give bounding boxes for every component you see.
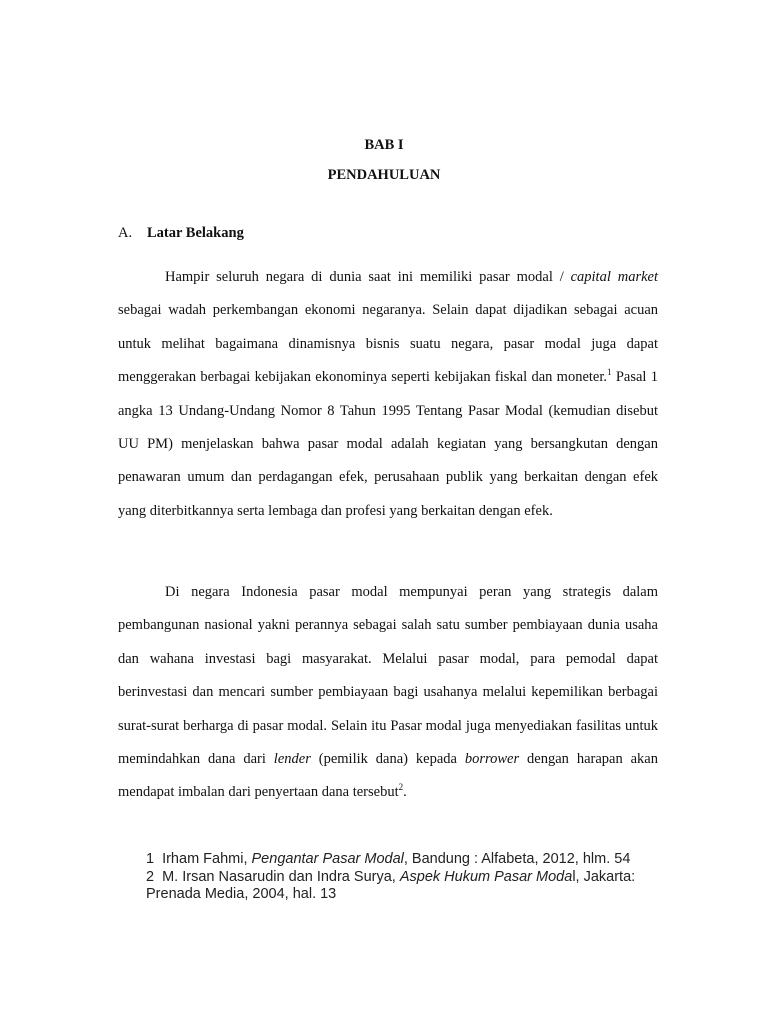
footnote-number: 1 — [146, 851, 155, 867]
footnote-publication: , Jakarta: Prenada Media, 2004, hal. 13 — [146, 868, 636, 902]
footnote-book-title: Aspek Hukum Pasar Moda — [399, 868, 573, 885]
paragraph-1-text-c: Pasal 1 angka 13 Undang-Undang Nomor 8 Tahun 1995 Tentang Pasar Modal (kemudian disebut UU PM) menjelaskan bahwa pasar modal adalah kegiatan yang bersangkutan dengan penawaran umum dan perdagangan efek, perusahaan publik yang berkaitan dengan efek yang diterbitkannya serta lembaga dan profesi yang berkaitan dengan efek. — [118, 369, 659, 519]
paragraph-1-text-b: sebagai wadah perkembangan ekonomi negaranya. Selain dapat dijadikan sebagai acuan untuk melihat bagaimana dinamisnya bisnis suatu negara, pasar modal juga dapat menggerakan berbagai kebijakan ekonominya seperti kebijakan fiskal dan moneter. — [118, 302, 658, 386]
paragraph-2 — [118, 576, 658, 810]
paragraph-1 — [118, 261, 658, 528]
footnotes — [146, 851, 666, 904]
footnote-author: Irham Fahmi, — [162, 851, 252, 867]
section-letter: A. — [118, 225, 133, 241]
chapter-title: PENDAHULUAN — [327, 167, 441, 183]
italic-term-capital-market: capital market — [570, 269, 658, 285]
paragraph-2-text-d: . — [403, 784, 407, 801]
paragraph-2-text-a: Di negara Indonesia pasar modal mempunyai peran yang strategis dalam pembangunan nasional yakni perannya sebagai salah satu sumber pembiayaan dunia usaha dan wahana investasi bagi masyarakat. Melalui pasar modal, para pemodal dapat berinvestasi dan mencari sumber pembiayaan bagi usahanya melalui kepemilikan berbagai surat-surat berharga di pasar modal. Selain itu Pasar modal juga menyediakan fasilitas untuk memindahkan dana dari — [118, 584, 658, 768]
footnote-publication: , Bandung : Alfabeta, 2012, hlm. 54 — [403, 851, 631, 867]
chapter-label: BAB I — [364, 137, 404, 153]
italic-term-borrower: borrower — [464, 751, 520, 768]
footnote-book-title: Pengantar Pasar Modal — [251, 851, 404, 867]
section-heading — [118, 225, 244, 242]
italic-term-lender: lender — [273, 751, 311, 768]
paragraph-2-text-b: (pemilik dana) kepada — [310, 751, 465, 768]
footnote-author: M. Irsan Nasarudin dan Indra Surya, — [162, 868, 400, 885]
footnote-2 — [146, 869, 666, 904]
section-title: Latar Belakang — [147, 225, 244, 241]
footnote-book-title-tail: l — [572, 868, 576, 885]
footnote-1 — [146, 851, 666, 869]
footnote-ref-1: 1 — [607, 367, 612, 378]
paragraph-1-text-a: Hampir seluruh negara di dunia saat ini memiliki pasar modal / — [165, 269, 571, 285]
footnote-ref-2: 2 — [398, 782, 404, 793]
footnote-number: 2 — [146, 868, 155, 885]
paragraph-2-text-c: dengan harapan akan mendapat imbalan dari penyertaan dana tersebut — [118, 751, 658, 801]
